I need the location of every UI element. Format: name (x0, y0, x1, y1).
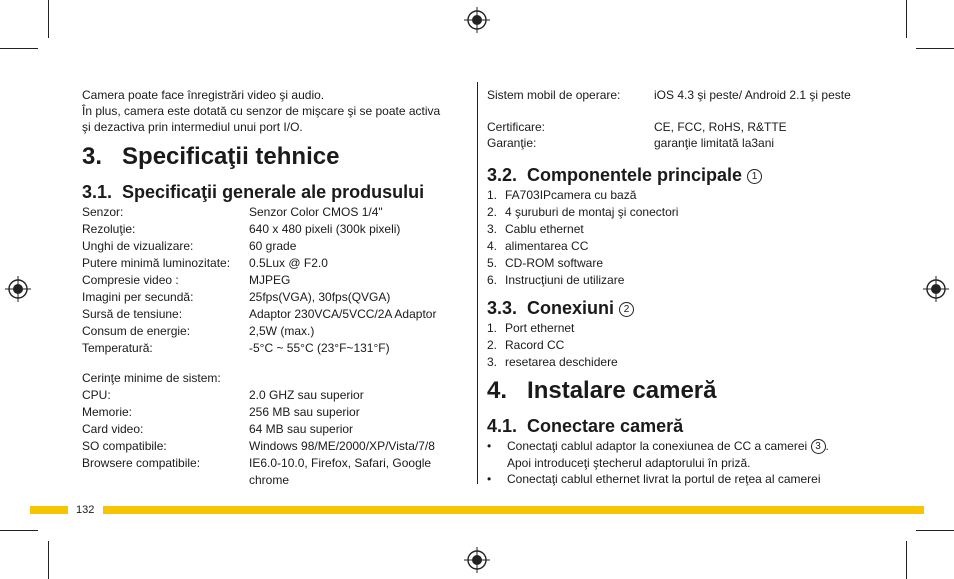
callout-badge: 3 (811, 439, 826, 454)
spec-row (82, 323, 315, 340)
list-item (487, 238, 589, 255)
registration-mark-icon (464, 547, 490, 573)
list-text: 4 şuruburi de montaj şi conectori (505, 205, 679, 219)
spec-row (82, 340, 390, 357)
spec-row (82, 472, 290, 489)
spec-row (82, 289, 391, 306)
spec-value: 0.5Lux @ F2.0 (249, 256, 328, 270)
intro-line: şi dezactiva prin intermediul unui port I/O. (82, 120, 303, 134)
page-number: 132 (76, 504, 95, 516)
spec-label: Rezoluţie: (82, 222, 136, 236)
footer-bar-right (103, 506, 924, 514)
bullet-item (487, 438, 829, 454)
list-num: 3. (487, 355, 498, 369)
list-text: FA703IPcamera cu bază (505, 188, 637, 202)
spec-value: 60 grade (249, 239, 297, 253)
spec-label: Putere minimă luminozitate: (82, 256, 231, 270)
spec-value: Senzor Color CMOS 1/4" (249, 205, 383, 219)
crop-mark (48, 541, 49, 579)
spec-value: 64 MB sau superior (249, 422, 354, 436)
connections-title (487, 297, 634, 319)
registration-mark-icon (5, 276, 31, 302)
spec-table (82, 204, 437, 357)
spec-row (82, 255, 328, 272)
bullet-text (507, 438, 829, 454)
list-num: 1. (487, 188, 498, 202)
list-item (487, 337, 565, 354)
connections-title-text: 3.3. Conexiuni (487, 298, 615, 318)
list-item (487, 320, 575, 337)
install-title: 4. Instalare cameră (487, 377, 717, 404)
requirements-table (82, 387, 435, 489)
spec-value: MJPEG (249, 273, 291, 287)
footer-bar-left (30, 506, 68, 514)
list-item (487, 187, 637, 204)
column-divider (477, 82, 478, 484)
spec-label: Temperatură: (82, 341, 153, 355)
spec-row (82, 387, 364, 404)
spec-row (82, 404, 360, 421)
spec-value: garanţie limitată la3ani (654, 136, 775, 150)
list-item (487, 204, 679, 221)
bullet-text-end: . (825, 439, 829, 453)
spec-label: SO compatibile: (82, 439, 167, 453)
list-text: Instrucţiuni de utilizare (505, 273, 625, 287)
list-num: 2. (487, 338, 498, 352)
spec-row (82, 204, 383, 221)
requirements-title: Cerinţe minime de sistem: (82, 371, 221, 385)
spec-value: 2,5W (max.) (249, 324, 315, 338)
components-title-text: 3.2. Componentele principale (487, 165, 743, 185)
list-item (487, 221, 584, 238)
spec-row (82, 438, 435, 455)
section-title: 3. Specificaţii tehnice (82, 143, 340, 170)
spec-label: Certificare: (487, 120, 546, 134)
list-text: alimentarea CC (505, 239, 589, 253)
spec-label: Senzor: (82, 205, 124, 219)
bullet-text-part: Conectaţi cablul adaptor la conexiunea de CC a camerei (507, 439, 808, 453)
list-num: 1. (487, 321, 498, 335)
spec-value: iOS 4.3 şi peste/ Android 2.1 şi peste (654, 88, 851, 102)
spec-row (487, 135, 775, 151)
components-title (487, 164, 762, 186)
list-text: Port ethernet (505, 321, 575, 335)
crop-mark (0, 530, 38, 531)
crop-mark (916, 530, 954, 531)
list-num: 6. (487, 273, 498, 287)
spec-label: Imagini per secundă: (82, 290, 194, 304)
crop-mark (906, 0, 907, 38)
bullet-text: Conectaţi cablul ethernet livrat la portul de reţea al camerei (507, 472, 821, 486)
list-item (487, 255, 604, 272)
spec-label: Consum de energie: (82, 324, 191, 338)
spec-label: Sursă de tensiune: (82, 307, 183, 321)
spec-value: 256 MB sau superior (249, 405, 360, 419)
spec-row (82, 455, 432, 472)
list-num: 4. (487, 239, 498, 253)
spec-label: Compresie video : (82, 273, 179, 287)
list-num: 3. (487, 222, 498, 236)
list-text: Cablu ethernet (505, 222, 584, 236)
bullet-item (487, 471, 821, 487)
spec-value: 640 x 480 pixeli (300k pixeli) (249, 222, 401, 236)
intro-line: În plus, camera este dotată cu senzor de mişcare şi se poate activa (82, 104, 441, 118)
connect-title: 4.1. Conectare cameră (487, 416, 684, 436)
list-item (487, 354, 618, 371)
crop-mark (0, 48, 38, 49)
components-list (487, 187, 679, 289)
list-item (487, 272, 625, 289)
bullet-continuation: Apoi introduceţi ştecherul adaptorului în priză. (507, 456, 751, 470)
callout-badge: 1 (747, 169, 762, 184)
list-text: Racord CC (505, 338, 565, 352)
crop-mark (906, 541, 907, 579)
mobile-specs (487, 87, 851, 151)
spec-value: Windows 98/ME/2000/XP/Vista/7/8 (249, 439, 435, 453)
list-num: 5. (487, 256, 498, 270)
spec-value: 25fps(VGA), 30fps(QVGA) (249, 290, 391, 304)
spec-label: CPU: (82, 388, 111, 402)
connections-list (487, 320, 618, 371)
spec-row (82, 272, 291, 289)
callout-badge: 2 (619, 302, 634, 317)
spec-value: Adaptor 230VCA/5VCC/2A Adaptor (249, 307, 437, 321)
spec-label: Garanţie: (487, 136, 537, 150)
spec-value: chrome (249, 473, 290, 487)
subsection-title: 3.1. Specificaţii generale ale produsului (82, 182, 425, 202)
list-text: resetarea deschidere (505, 355, 618, 369)
spec-row (82, 306, 437, 323)
spec-label: Card video: (82, 422, 144, 436)
crop-mark (48, 0, 49, 38)
list-text: CD-ROM software (505, 256, 604, 270)
spec-value: IE6.0-10.0, Firefox, Safari, Google (249, 456, 432, 470)
bullet-symbol: • (487, 439, 492, 453)
list-num: 2. (487, 205, 498, 219)
spec-label: Sistem mobil de operare: (487, 88, 621, 102)
spec-label: Browsere compatibile: (82, 456, 201, 470)
spec-label: Memorie: (82, 405, 133, 419)
spec-row (487, 119, 787, 135)
spec-value: -5°C ~ 55°C (23°F~131°F) (249, 341, 390, 355)
registration-mark-icon (464, 7, 490, 33)
intro-line: Camera poate face înregistrări video şi audio. (82, 88, 325, 102)
crop-mark (916, 48, 954, 49)
spec-row (82, 238, 297, 255)
spec-value: CE, FCC, RoHS, R&TTE (654, 120, 787, 134)
spec-row (82, 421, 354, 438)
registration-mark-icon (923, 276, 949, 302)
spec-label: Unghi de vizualizare: (82, 239, 194, 253)
spec-row (487, 87, 851, 119)
spec-row (82, 221, 401, 238)
bullet-symbol: • (487, 472, 492, 486)
spec-value: 2.0 GHZ sau superior (249, 388, 364, 402)
